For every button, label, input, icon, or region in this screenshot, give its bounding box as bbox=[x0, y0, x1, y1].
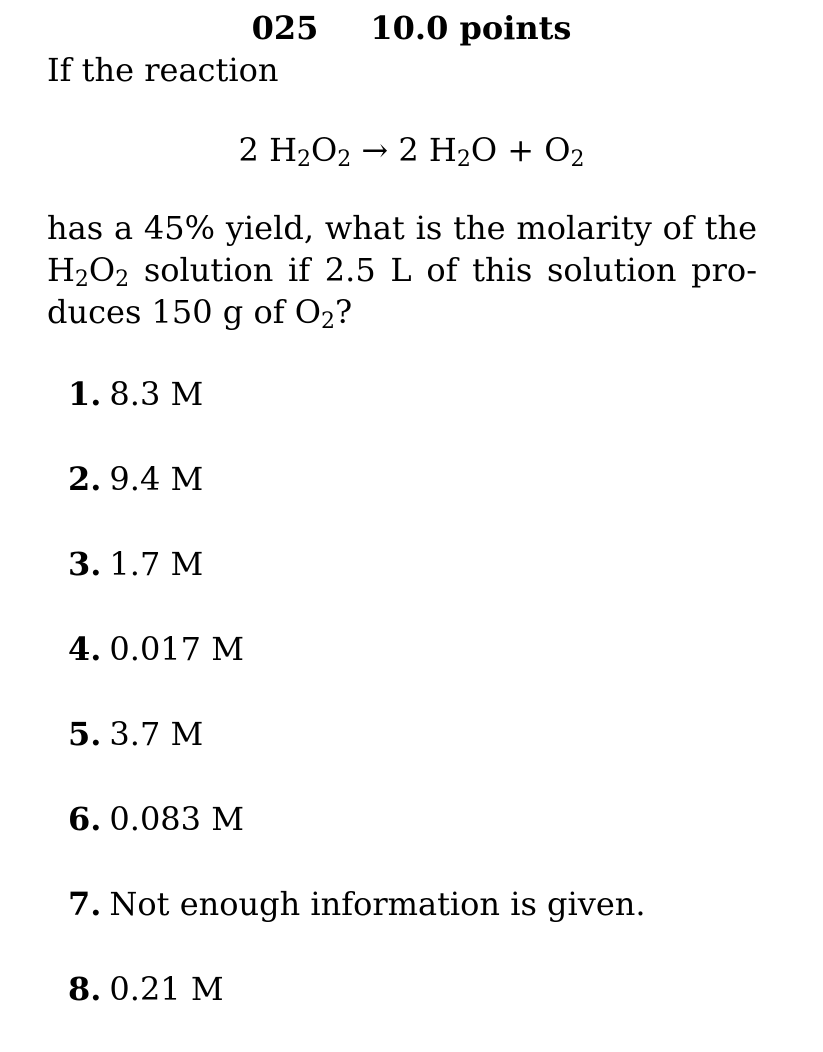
answer-choice[interactable] bbox=[68, 542, 646, 627]
choice-number: 7. bbox=[68, 885, 102, 923]
question-intro: If the reaction bbox=[47, 51, 279, 89]
choice-text: 9.4 M bbox=[109, 460, 204, 498]
answer-choices bbox=[68, 372, 646, 1052]
answer-choice[interactable] bbox=[68, 882, 646, 967]
choice-number: 8. bbox=[68, 970, 102, 1008]
answer-choice[interactable] bbox=[68, 627, 646, 712]
chemical-equation: 2 $H_2O_2 \to 2$ $H_2O + O_2$ bbox=[238, 131, 585, 172]
choice-text: 0.017 M bbox=[109, 630, 244, 668]
choice-text: 1.7 M bbox=[109, 545, 204, 583]
answer-choice[interactable] bbox=[68, 457, 646, 542]
choice-text: 3.7 M bbox=[109, 715, 204, 753]
choice-number: 2. bbox=[68, 460, 102, 498]
answer-choice[interactable] bbox=[68, 712, 646, 797]
choice-text: Not enough information is given. bbox=[109, 885, 646, 923]
choice-text: 0.21 M bbox=[109, 970, 224, 1008]
question-points: 10.0 points bbox=[370, 9, 572, 47]
answer-choice[interactable] bbox=[68, 797, 646, 882]
answer-choice[interactable] bbox=[68, 372, 646, 457]
question-body bbox=[47, 207, 757, 333]
question-header bbox=[0, 8, 823, 48]
choice-number: 3. bbox=[68, 545, 102, 583]
choice-text: 0.083 M bbox=[109, 800, 244, 838]
choice-number: 6. bbox=[68, 800, 102, 838]
choice-number: 5. bbox=[68, 715, 102, 753]
choice-number: 4. bbox=[68, 630, 102, 668]
question-line-3: duces 150 g of $O_2$? bbox=[47, 293, 353, 334]
choice-text: 8.3 M bbox=[109, 375, 204, 413]
question-line-2: $H_2O_2$ solution if 2.5 L of this solution pro- bbox=[47, 251, 757, 292]
answer-choice[interactable] bbox=[68, 967, 646, 1052]
question-number: 025 bbox=[251, 9, 319, 47]
question-line-1: has a 45% yield, what is the molarity of the bbox=[47, 209, 757, 247]
reaction-arrow: → bbox=[351, 131, 399, 169]
choice-number: 1. bbox=[68, 375, 102, 413]
